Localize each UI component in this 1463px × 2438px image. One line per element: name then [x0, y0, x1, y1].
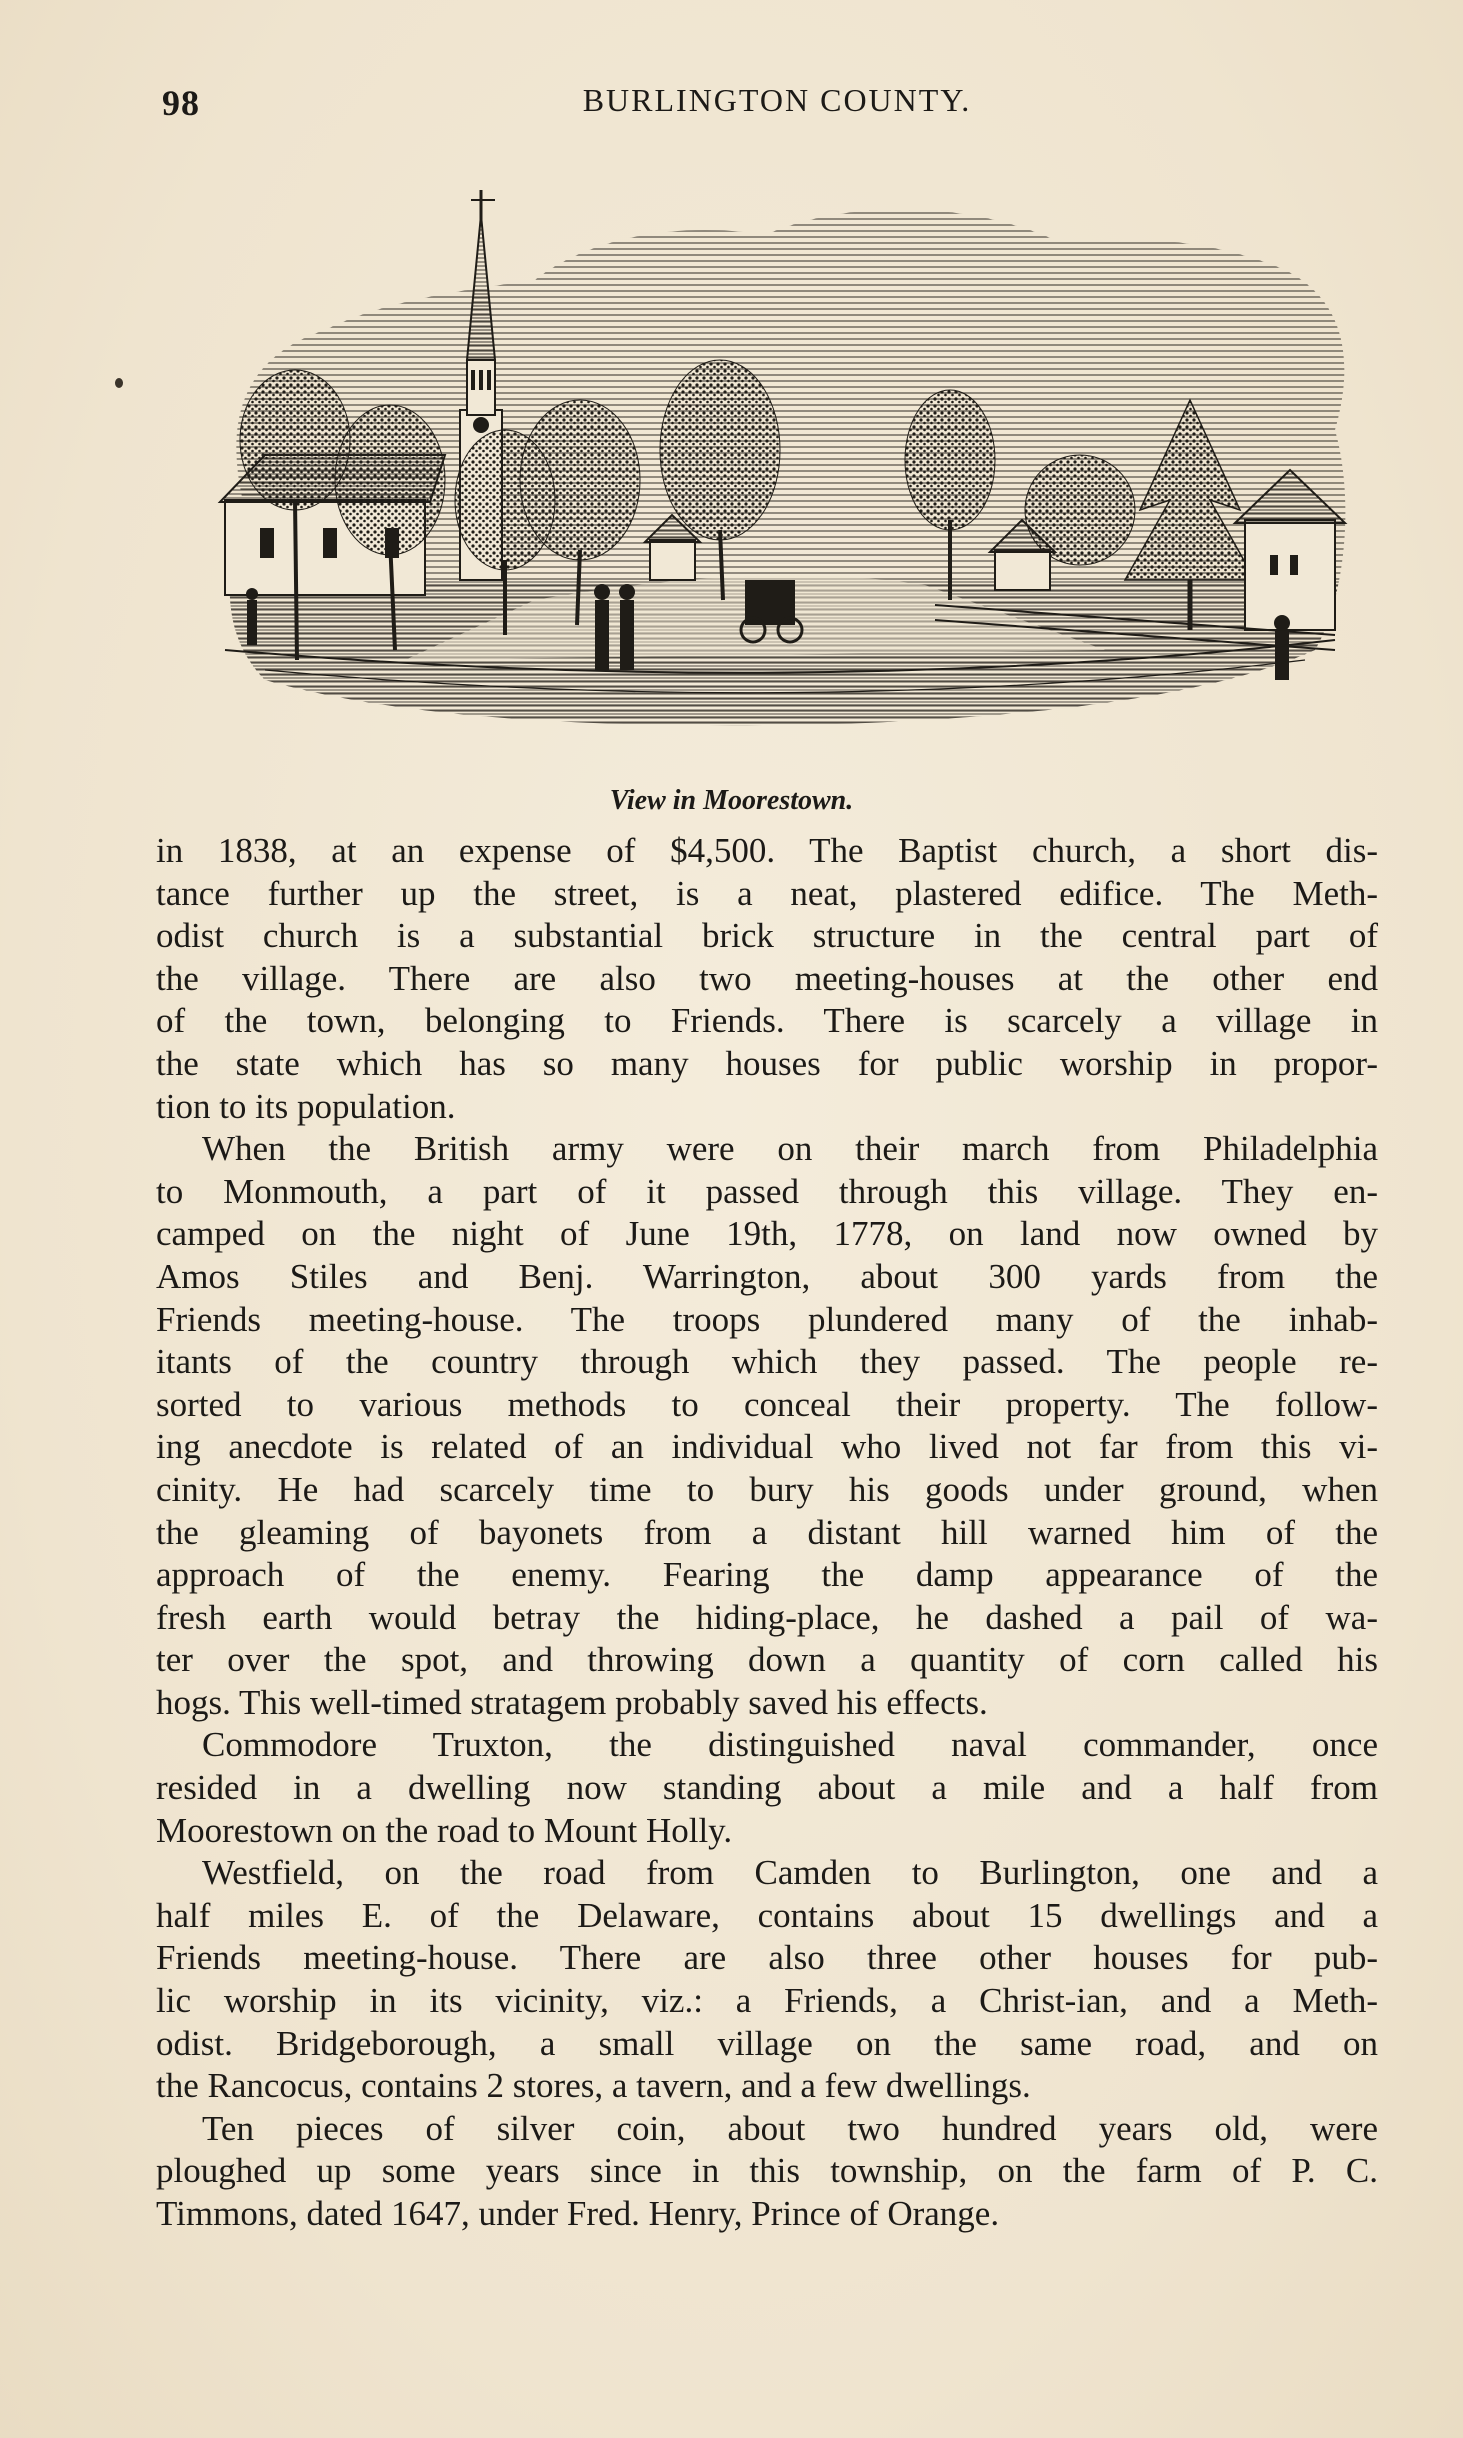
text-line: hogs. This well-timed stratagem probably saved his effects.: [156, 1682, 988, 1722]
text-line: Friends meeting-house. The troops plundered many of the inhab-: [156, 1299, 1378, 1339]
text-line: resided in a dwelling now standing about a mile and a half from: [156, 1768, 1378, 1808]
page-header: [162, 82, 1392, 126]
text-line: Timmons, dated 1647, under Fred. Henry, Prince of Orange.: [156, 2194, 1000, 2233]
text-line: tion to its population.: [156, 1086, 456, 1126]
text-line: Westfield, on the road from Camden to Burlington, one and a: [202, 1853, 1378, 1893]
engraving-svg: [205, 180, 1355, 760]
body-paragraphs: [156, 830, 1378, 2236]
page-number: 98: [162, 83, 200, 123]
text-line: odist. Bridgeborough, a small village on the same road, and on: [156, 2023, 1378, 2063]
text-line: When the British army were on their march from Philadelphia: [202, 1129, 1378, 1169]
text-line: tance further up the street, is a neat, plastered edifice. The Meth-: [156, 873, 1378, 913]
text-line: half miles E. of the Delaware, contains about 15 dwellings and a: [156, 1895, 1378, 1935]
ink-speck: [115, 378, 123, 388]
text-line: odist church is a substantial brick structure in the central part of: [156, 916, 1378, 956]
text-line: Amos Stiles and Benj. Warrington, about 300 yards from the: [156, 1256, 1378, 1296]
text-line: in 1838, at an expense of $4,500. The Baptist church, a short dis-: [156, 831, 1378, 870]
text-line: Ten pieces of silver coin, about two hundred years old, were: [202, 2108, 1378, 2148]
text-line: itants of the country through which they passed. The people re-: [156, 1342, 1378, 1382]
text-line: of the town, belonging to Friends. There is scarcely a village in: [156, 1001, 1378, 1041]
text-line: ter over the spot, and throwing down a quantity of corn called his: [156, 1640, 1378, 1680]
running-head: BURLINGTON COUNTY.: [582, 82, 972, 118]
text-line: the gleaming of bayonets from a distant hill warned him of the: [156, 1512, 1378, 1552]
text-line: ploughed up some years since in this township, on the farm of P. C.: [156, 2151, 1378, 2191]
figure-caption: View in Moorestown.: [609, 785, 854, 816]
text-line: the state which has so many houses for public worship in propor-: [156, 1043, 1378, 1083]
text-line: sorted to various methods to conceal their property. The follow-: [156, 1384, 1378, 1424]
text-line: camped on the night of June 19th, 1778, on land now owned by: [156, 1214, 1378, 1254]
text-line: cinity. He had scarcely time to bury his goods under ground, when: [156, 1469, 1378, 1509]
engraving-illustration: [205, 180, 1355, 760]
text-line: the village. There are also two meeting-houses at the other end: [156, 958, 1378, 998]
text-line: Moorestown on the road to Mount Holly.: [156, 1810, 733, 1850]
text-line: to Monmouth, a part of it passed through this village. They en-: [156, 1171, 1378, 1211]
body-text: [156, 830, 1378, 2236]
text-line: approach of the enemy. Fearing the damp appearance of the: [156, 1555, 1378, 1595]
text-line: lic worship in its vicinity, viz.: a Friends, a Christ-ian, and a Meth-: [156, 1981, 1378, 2021]
text-line: Friends meeting-house. There are also three other houses for pub-: [156, 1938, 1378, 1978]
text-line: Commodore Truxton, the distinguished naval commander, once: [202, 1725, 1378, 1765]
text-line: ing anecdote is related of an individual who lived not far from this vi-: [156, 1427, 1378, 1467]
text-line: the Rancocus, contains 2 stores, a tavern, and a few dwellings.: [156, 2066, 1031, 2106]
text-line: fresh earth would betray the hiding-place, he dashed a pail of wa-: [156, 1597, 1378, 1637]
